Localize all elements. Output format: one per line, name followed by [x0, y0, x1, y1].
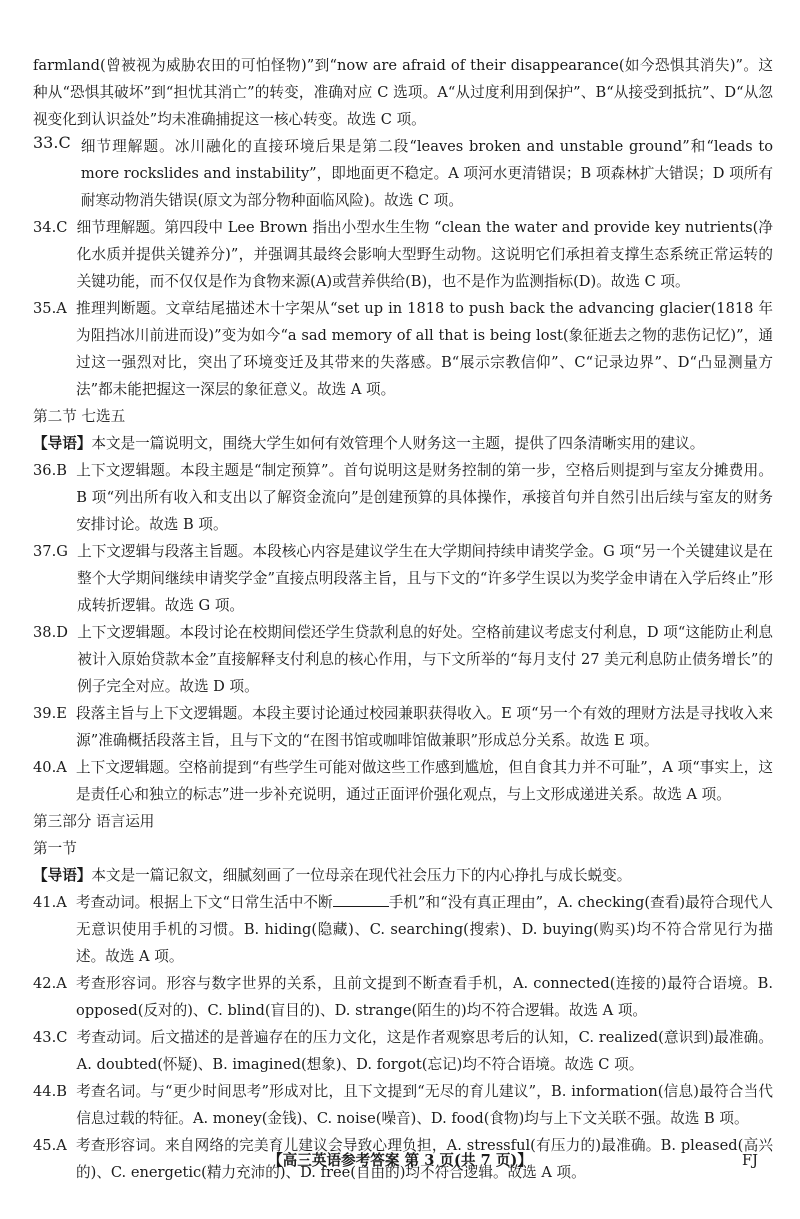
answer-explanation: 上下文逻辑题。本段讨论在校期间偿还学生贷款利息的好处。空格前建议考虑支付利息，D 项“这能防止利息被计入原始贷款本金”直接解释支付利息的核心作用，与下文所举的“每月支付 27 美元利息防止债务增长”的例子完全对应。故选 D 项。 — [77, 624, 773, 695]
fill-blank — [333, 892, 389, 907]
page-footer — [0, 1148, 800, 1174]
answer-number: 40.A — [33, 759, 67, 776]
part-heading-language-use: 第三部分 语言运用 — [33, 813, 155, 830]
answer-explanation: 上下文逻辑与段落主旨题。本段核心内容是建议学生在大学期间持续申请奖学金。G 项“另一个关键建议是在整个大学期间继续申请奖学金”直接点明段落主旨，且与下文的“许多学生误以为奖学金申请在入学后终止”形成转折逻辑。故选 G 项。 — [77, 543, 773, 614]
answer-number: 43.C — [33, 1029, 68, 1046]
answer-item-40 — [33, 754, 773, 808]
explanation-after-blank: 手机”和“没有真正理由”，A. checking(查看)最符合现代人无意识使用手机的习惯。B. hiding(隐藏)、C. searching(搜索)、D. buying(购买)均不符合常见行为描述。故选 A 项。 — [76, 894, 773, 965]
answer-item-35 — [33, 295, 773, 403]
answer-explanation: 段落主旨与上下文逻辑题。本段主要讨论通过校园兼职获得收入。E 项“另一个有效的理财方法是寻找收入来源”准确概括段落主旨，且与下文的“在图书馆或咖啡馆做兼职”形成总分关系。故选 E 项。 — [76, 705, 773, 749]
answer-number: 34.C — [33, 219, 68, 236]
footer-title — [0, 1148, 800, 1174]
answer-item-43 — [33, 1024, 773, 1078]
guide-text: 本文是一篇记叙文，细腻刻画了一位母亲在现代社会压力下的内心挣扎与成长蜕变。 — [91, 867, 632, 884]
answer-explanation: 细节理解题。冰川融化的直接环境后果是第二段“leaves broken and unstable ground”和“leads to more rockslides and instability”，即地面更不稳定。A 项河水更清错误；B 项森林扩大错误；D 项所有耐寒动物消失错误(原文为部分物种面临风险)。故选 C 项。 — [80, 138, 773, 209]
answer-explanation: 推理判断题。文章结尾描述木十字架从“set up in 1818 to push back the advancing glacier(1818 年为阻挡冰川前进而设)”变为如今“a sad memory of all that is being lost(象征逝去之物的悲伤记忆)”，通过这一强烈对比，突出了环境变迁及其带来的失落感。B“展示宗教信仰”、C“记录边界”、D“凸显测量方法”都未能把握这一深层的象征意义。故选 A 项。 — [76, 300, 773, 398]
answer-number: 41.A — [33, 894, 67, 911]
answer-number: 44.B — [33, 1083, 67, 1100]
answer-number: 39.E — [33, 705, 67, 722]
answer-explanation: 上下文逻辑题。空格前提到“有些学生可能对做这些工作感到尴尬，但自食其力并不可耻”，A 项“事实上，这是责任心和独立的标志”进一步补充说明，通过正面评价强化观点，与上文形成递进关系。故选 A 项。 — [76, 759, 773, 803]
answer-explanation: 上下文逻辑题。本段主题是“制定预算”。首句说明这是财务控制的第一步，空格后则提到与室友分摊费用。B 项“列出所有收入和支出以了解资金流向”是创建预算的具体操作，承接首句并自然引出后续与室友的财务安排讨论。故选 B 项。 — [76, 462, 773, 533]
answer-item-42 — [33, 970, 773, 1024]
answer-explanation — [76, 889, 773, 970]
answer-explanation: 考查动词。后文描述的是普遍存在的压力文化，这是作者观察思考后的认知，C. realized(意识到)最准确。A. doubted(怀疑)、B. imagined(想象)、D. forgot(忘记)均不符合语境。故选 C 项。 — [76, 1029, 773, 1073]
answer-explanation: 考查形容词。形容与数字世界的关系，且前文提到不断查看手机，A. connected(连接的)最符合语境。B. opposed(反对的)、C. blind(盲目的)、D. strange(陌生的)均不符合逻辑。故选 A 项。 — [76, 975, 773, 1019]
answer-item-34 — [33, 214, 773, 295]
answer-number: 38.D — [33, 624, 68, 641]
guide-section-3 — [33, 862, 773, 889]
answer-item-38 — [33, 619, 773, 700]
answer-page — [33, 52, 773, 1186]
section-heading-seven-choose-five: 第二节 七选五 — [33, 408, 126, 425]
answer-number: 35.A — [33, 300, 67, 317]
guide-tag: 【导语】 — [33, 867, 92, 884]
answer-number: 36.B — [33, 462, 67, 479]
guide-text: 本文是一篇说明文，围绕大学生如何有效管理个人财务这一主题，提供了四条清晰实用的建议。 — [91, 435, 705, 452]
answer-item-33 — [33, 133, 773, 214]
answer-item-36 — [33, 457, 773, 538]
answer-item-41 — [33, 889, 773, 970]
answer-number: 37.G — [33, 543, 68, 560]
answer-explanation: 细节理解题。第四段中 Lee Brown 指出小型水生生物 “clean the water and provide key nutrients(净化水质并提供关键养分)”，并强调其最终会影响大型野生动物。这说明它们承担着支撑生态系统正常运转的关键功能，而不仅仅是作为食物来源(A)或营养供给(B)，也不是作为监测指标(D)。故选 C 项。 — [76, 219, 773, 290]
guide-section-2 — [33, 430, 773, 457]
answer-item-37 — [33, 538, 773, 619]
answer-number: 42.A — [33, 975, 67, 992]
answer-item-44 — [33, 1078, 773, 1132]
answer-explanation: 考查形容词。来自网络的完美育儿建议会导致心理负担，A. stressful(有压力的)最准确。B. pleased(高兴的)、C. energetic(精力充沛的)、D. free(自由的)均不符合逻辑。故选 A 项。 — [76, 1137, 773, 1181]
answer-item-39 — [33, 700, 773, 754]
footer-page-number: 第 3 页(共 7 页)】 — [404, 1152, 532, 1169]
explanation-before-blank: 考查动词。根据上下文“日常生活中不断 — [76, 894, 333, 911]
answer-explanation: 考查名词。与“更少时间思考”形成对比，且下文提到“无尽的育儿建议”，B. information(信息)最符合当代信息过载的特征。A. money(金钱)、C. noise(噪音)、D. food(食物)均与上下文关联不强。故选 B 项。 — [76, 1083, 773, 1127]
section-heading-1: 第一节 — [33, 840, 77, 857]
answer-number: 45.A — [33, 1137, 67, 1154]
footer-code: FJ — [742, 1152, 758, 1169]
answer-number: 33.C — [33, 133, 71, 152]
guide-tag: 【导语】 — [33, 435, 92, 452]
q32-continuation: farmland(曾被视为威胁农田的可怕怪物)”到“now are afraid of their disappearance(如今恐惧其消失)”。这种从“恐惧其破坏”到“担忧其消亡”的转变，准确对应 C 选项。A“从过度利用到保护”、B“从接受到抵抗”、D“从忽视变化到认识益处”均未准确捕捉这一核心转变。故选 C 项。 — [33, 57, 773, 128]
footer-title-text: 【高三英语参考答案 — [268, 1152, 400, 1169]
